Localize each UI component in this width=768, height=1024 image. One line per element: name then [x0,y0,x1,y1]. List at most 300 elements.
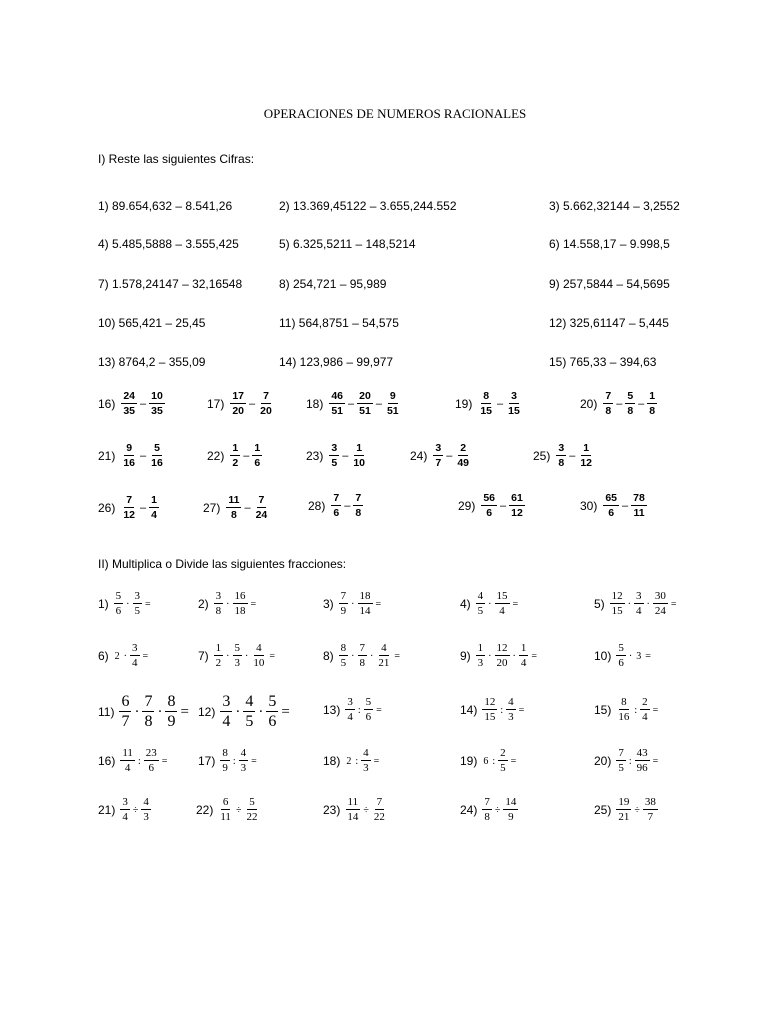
denominator: 22 [246,811,258,823]
fraction [495,643,510,669]
fraction [610,591,625,617]
numerator: 8 [483,390,490,402]
denominator: 16 [123,456,136,469]
denominator: 15 [508,404,520,417]
numerator: 3 [122,796,128,808]
numerator: 7 [605,390,612,402]
operator: · [126,598,130,610]
numerator: 78 [633,492,645,504]
numerator: 30 [654,590,666,602]
item-number: 9) [460,649,471,663]
integer: 6 [483,755,489,767]
denominator: 22 [373,811,385,823]
fraction-operation-item [323,591,381,617]
numerator: 3 [347,696,353,708]
fraction-operation-item [594,591,677,617]
fraction-operation-item [323,748,379,774]
item-number: 23) [306,448,324,463]
item-number: 22) [207,448,225,463]
operator: ÷ [494,804,501,816]
fraction [372,797,387,823]
item-number: 19) [455,396,473,411]
numerator: 5 [365,696,372,708]
operator: : [628,755,632,767]
denominator: 4 [642,711,648,723]
fraction [119,694,131,730]
equals-sign: = [142,650,149,662]
denominator: 4 [499,605,505,617]
subtraction-item: 14) 123,986 – 99,977 [279,355,394,369]
fraction [218,797,233,823]
denominator: 24 [255,508,268,521]
item-number: 16) [98,754,116,768]
operator: – [243,449,250,462]
operator: : [137,755,141,767]
page-title: OPERACIONES DE NUMEROS RACIONALES [263,106,527,121]
fraction-subtraction-item [203,495,270,520]
fraction [634,591,644,617]
numerator: 19 [618,796,630,808]
denominator: 3 [363,762,369,774]
item-number: 15) [594,703,612,717]
fraction [121,443,137,468]
denominator: 12 [511,506,523,519]
fraction [114,591,124,617]
numerator: 4 [245,693,254,710]
operator: ÷ [132,804,139,816]
denominator: 9 [222,762,228,774]
numerator: 5 [268,693,277,710]
fraction-subtraction-item [410,443,472,468]
fraction [144,748,159,774]
item-number: 18) [306,396,324,411]
fraction [244,797,259,823]
denominator: 15 [480,404,493,417]
fraction-operation-item [98,748,167,774]
operator: – [616,397,623,410]
fraction-subtraction-item [308,493,364,518]
fraction [345,697,355,723]
numerator: 8 [167,693,176,710]
denominator: 5 [340,657,347,669]
denominator: 51 [386,404,399,417]
numerator: 10 [151,390,163,402]
fraction-subtraction-item [580,493,648,518]
operator: · [226,650,230,662]
fraction [616,643,626,669]
item-number: 30) [580,498,598,513]
subtraction-item: 4) 5.485,5888 – 3.555,425 [98,237,239,251]
equals-sign: = [376,704,382,716]
integer: 2 [346,755,352,767]
operator: · [245,650,249,662]
numerator: 15 [496,590,508,602]
numerator: 23 [145,747,157,759]
subtraction-item: 15) 765,33 – 394,63 [549,355,657,369]
item-number: 25) [533,448,551,463]
denominator: 8 [359,657,366,669]
fraction-operation-item [198,643,275,669]
numerator: 1 [356,442,363,454]
item-number: 14) [460,703,478,717]
denominator: 7 [647,811,654,823]
fraction-subtraction-item [306,443,368,468]
item-number: 19) [460,754,478,768]
numerator: 8 [222,747,228,759]
fraction [353,493,363,518]
fraction [358,591,373,617]
fraction-operation-item [460,697,524,723]
fraction-operation-item [460,643,537,669]
numerator: 14 [505,796,517,808]
denominator: 20 [496,657,508,669]
numerator: 24 [123,390,136,402]
denominator: 51 [331,404,344,417]
denominator: 49 [457,456,469,469]
operator: – [140,397,147,410]
item-number: 22) [196,803,214,817]
equals-sign: = [531,650,537,662]
numerator: 1 [151,494,157,506]
denominator: 9 [340,605,347,617]
fraction-operation-item [98,643,148,669]
denominator: 11 [220,811,231,823]
operator: · [351,598,355,610]
fraction [385,391,401,416]
equals-sign: = [251,755,257,767]
item-number: 7) [198,649,209,663]
denominator: 16 [618,711,630,723]
operator: · [488,650,492,662]
fraction [476,643,486,669]
fraction [121,391,137,416]
denominator: 2 [215,657,222,669]
denominator: 4 [636,605,642,617]
fraction [233,591,248,617]
fraction-subtraction-item [533,443,595,468]
fraction-operation-item [594,697,658,723]
numerator: 3 [511,390,517,402]
fraction-operation-item [594,643,651,669]
item-number: 25) [594,803,612,817]
part2-heading: II) Multiplica o Divide las siguientes fracciones: [98,557,347,571]
item-number: 21) [98,448,116,463]
fraction-subtraction-item [455,391,523,416]
fraction [455,443,471,468]
fraction [495,591,510,617]
fraction [233,643,243,669]
subtraction-item: 3) 5.662,32144 – 3,2552 [549,199,680,213]
numerator: 5 [234,642,241,654]
fraction [509,493,525,518]
equals-sign: = [250,598,257,610]
numerator: 8 [340,642,347,654]
fraction [220,748,230,774]
denominator: 3 [240,762,247,774]
fraction-operation-item [98,591,151,617]
fraction [230,391,246,416]
numerator: 43 [636,747,648,759]
denominator: 8 [627,404,634,417]
denominator: 8 [144,713,153,730]
part1-heading: I) Reste las siguientes Cifras: [98,152,255,166]
numerator: 7 [258,494,265,506]
item-number: 12) [198,705,216,719]
fraction-subtraction-item [98,495,160,520]
numerator: 12 [611,590,623,602]
subtraction-item: 12) 325,61147 – 5,445 [549,316,669,330]
numerator: 12 [496,642,508,654]
operator: · [134,703,140,720]
fraction [519,643,529,669]
operator: ÷ [634,804,640,816]
item-number: 24) [460,803,478,817]
fraction [433,443,443,468]
numerator: 4 [477,590,484,602]
numerator: 2 [642,696,648,708]
fraction [243,694,255,730]
operator: : [634,704,638,716]
denominator: 4 [520,657,527,669]
fraction [476,591,486,617]
operator: : [492,755,496,767]
equals-sign: = [145,598,151,610]
numerator: 2 [460,442,467,454]
operator: – [638,397,645,410]
fraction [220,694,232,730]
denominator: 20 [232,404,245,417]
denominator: 8 [355,506,362,519]
denominator: 5 [134,605,141,617]
operator: – [140,501,147,514]
fraction [149,391,165,416]
denominator: 4 [222,713,231,730]
numerator: 6 [222,796,229,808]
operator: · [627,598,632,610]
denominator: 9 [167,713,176,730]
fraction-subtraction-item [98,391,166,416]
item-number: 27) [203,500,221,515]
numerator: 3 [132,642,138,654]
denominator: 6 [333,506,340,519]
denominator: 14 [359,605,371,617]
denominator: 4 [151,508,157,521]
denominator: 8 [484,811,490,823]
denominator: 3 [143,811,149,823]
equals-sign: = [180,703,189,720]
numerator: 4 [381,642,387,654]
denominator: 51 [359,404,371,417]
fraction [376,643,391,669]
denominator: 4 [132,657,138,669]
numerator: 1 [649,390,656,402]
numerator: 1 [215,642,222,654]
fraction [506,697,516,723]
fraction-operation-item [594,797,659,823]
denominator: 8 [649,404,656,417]
item-number: 4) [460,597,471,611]
denominator: 18 [234,605,246,617]
denominator: 21 [618,811,630,823]
fraction [351,443,367,468]
fraction [331,493,341,518]
fraction [121,495,137,520]
numerator: 7 [355,492,362,504]
operator: – [244,501,251,514]
operator: – [249,397,256,410]
item-number: 11) [98,705,115,719]
fraction [640,697,650,723]
subtraction-item: 13) 8764,2 – 355,09 [98,355,206,369]
denominator: 6 [268,713,277,730]
fraction [364,697,374,723]
equals-sign: = [269,650,275,662]
item-number: 3) [323,597,334,611]
denominator: 5 [331,456,338,469]
fraction-subtraction-item [207,391,275,416]
denominator: 9 [508,811,514,823]
operator: · [628,650,633,662]
denominator: 8 [215,605,222,617]
denominator: 7 [435,456,442,469]
operator: · [157,703,163,720]
fraction-operation-item [460,748,516,774]
subtraction-item: 9) 257,5844 – 54,5695 [549,277,670,291]
numerator: 20 [359,390,371,402]
denominator: 2 [232,456,239,469]
numerator: 4 [240,747,247,759]
numerator: 5 [618,642,624,654]
numerator: 9 [126,442,133,454]
item-number: 13) [323,703,341,717]
fraction [329,443,339,468]
fraction-operation-item [460,591,518,617]
subtraction-item: 5) 6.325,5211 – 148,5214 [279,237,416,251]
numerator: 11 [228,494,240,506]
denominator: 7 [121,713,130,730]
operator: – [348,397,355,410]
item-number: 17) [198,754,216,768]
operator: · [512,650,516,662]
operator: · [123,650,128,662]
fraction-operation-item [198,694,290,730]
subtraction-item: 6) 14.558,17 – 9.998,5 [549,237,670,251]
numerator: 17 [232,390,245,402]
fraction [214,591,224,617]
numerator: 3 [331,442,338,454]
fraction-subtraction-item [207,443,263,468]
denominator: 15 [484,711,496,723]
numerator: 12 [484,696,496,708]
numerator: 11 [347,796,359,808]
numerator: 1 [254,442,261,454]
item-number: 23) [323,803,341,817]
operator: : [355,755,359,767]
fraction-operation-item [594,748,658,774]
operator: : [357,704,361,716]
denominator: 8 [558,456,565,469]
equals-sign: = [373,755,380,767]
item-number: 24) [410,448,428,463]
fraction [556,443,566,468]
fraction [616,697,631,723]
operator: – [344,499,351,512]
fraction [142,694,154,730]
fraction [339,643,349,669]
fraction [149,495,159,520]
fraction [481,493,497,518]
fraction [647,391,657,416]
equals-sign: = [394,650,400,662]
subtraction-item: 2) 13.369,45122 – 3.655,244.552 [279,199,457,213]
integer: 3 [636,650,642,662]
numerator: 7 [263,390,269,402]
fraction-operation-item [98,694,189,730]
numerator: 5 [154,442,160,454]
operator: – [622,499,629,512]
fraction [603,493,619,518]
item-number: 20) [594,754,612,768]
item-number: 21) [98,803,116,817]
fraction-operation-item [198,748,257,774]
fraction [357,391,373,416]
equals-sign: = [512,598,519,610]
item-number: 8) [323,649,334,663]
numerator: 1 [583,442,590,454]
fraction [578,443,594,468]
numerator: 5 [627,390,634,402]
item-number: 2) [198,597,209,611]
denominator: 35 [151,404,163,417]
denominator: 16 [151,456,163,469]
fraction [631,493,647,518]
fraction-operation-item [323,797,388,823]
fraction [329,391,345,416]
equals-sign: = [670,598,677,610]
numerator: 3 [222,693,231,710]
fraction [643,797,658,823]
equals-sign: = [161,755,168,767]
fraction [251,643,266,669]
denominator: 6 [365,711,372,723]
numerator: 65 [605,492,618,504]
denominator: 6 [608,506,615,519]
denominator: 12 [580,456,592,469]
fraction [482,697,497,723]
numerator: 7 [126,494,133,506]
fraction-subtraction-item [580,391,658,416]
numerator: 46 [331,390,344,402]
denominator: 5 [245,713,254,730]
operator: · [351,650,355,662]
fraction [345,797,360,823]
item-number: 26) [98,500,116,515]
subtraction-item: 1) 89.654,632 – 8.541,26 [98,199,233,213]
item-number: 10) [594,649,612,663]
numerator: 4 [256,642,262,654]
fraction [214,643,224,669]
fraction-operation-item [323,643,400,669]
fraction-subtraction-item [98,443,166,468]
fraction-operation-item [196,797,260,823]
numerator: 38 [644,796,656,808]
numerator: 3 [215,590,222,602]
operator: – [497,397,504,410]
subtraction-item: 8) 254,721 – 95,989 [279,277,387,291]
operator: · [258,703,264,720]
fraction [635,748,650,774]
fraction [616,748,626,774]
